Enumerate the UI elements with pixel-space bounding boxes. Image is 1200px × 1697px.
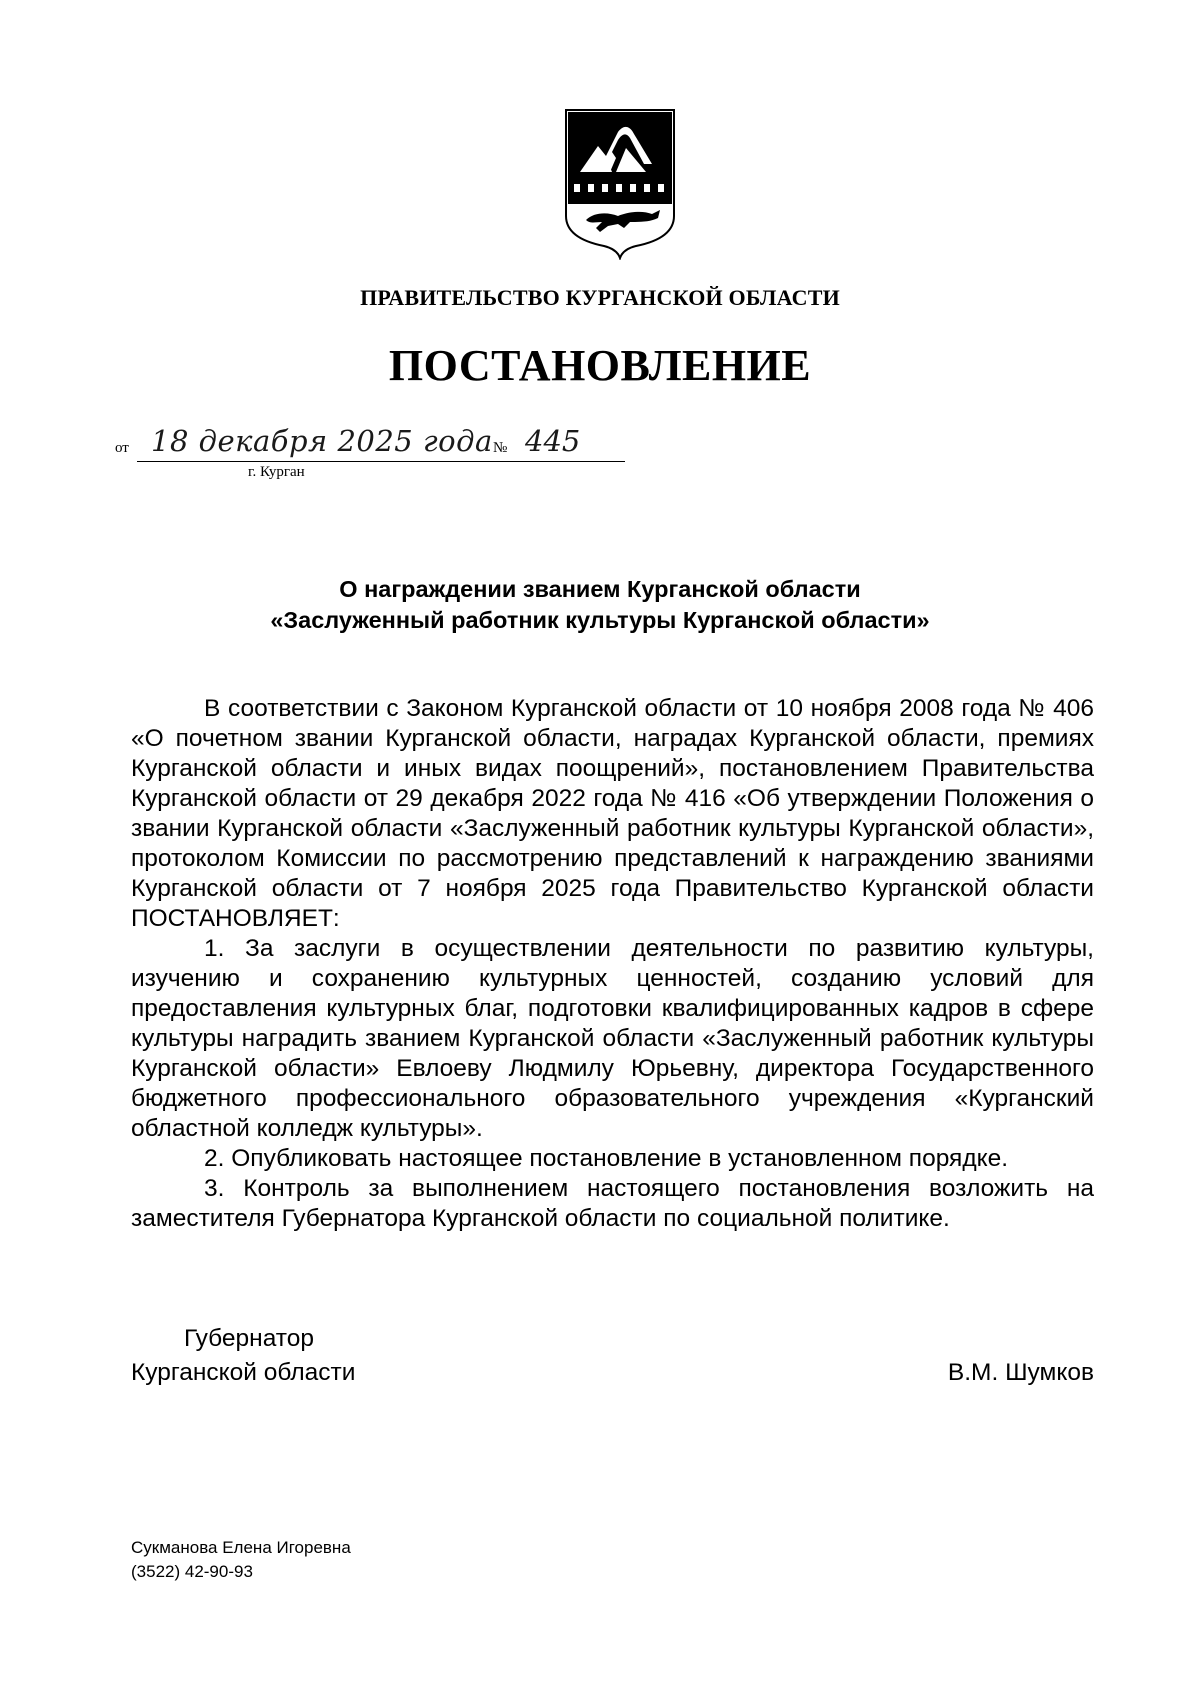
document-title xyxy=(0,574,1200,636)
executor-block xyxy=(131,1536,351,1584)
signatory-position-line-1: Губернатор xyxy=(184,1325,314,1352)
handwritten-number: 445 xyxy=(525,424,581,458)
handwritten-date: 18 декабря 2025 года xyxy=(151,424,493,458)
signatory-name: В.М. Шумков xyxy=(947,1359,1094,1386)
item-1-paragraph: 1. За заслуги в осуществлении деятельности по развитию культуры, изучению и сохранению культурных ценностей, созданию условий для предоставления культурных благ, подготовки квалифицированных кадров в сфере культуры наградить званием Курганской области «Заслуженный работник культуры Курганской области» Евлоеву Людмилу Юрьевну, директора Государственного бюджетного профессионального образовательного учреждения «Курганский областной колледж культуры». xyxy=(131,935,1094,1142)
city-label: г. Курган xyxy=(248,464,305,480)
item-3-paragraph: 3. Контроль за выполнением настоящего постановления возложить на заместителя Губернатора Курганской области по социальной политике. xyxy=(131,1175,1094,1232)
title-line-1: О награждении званием Курганской области xyxy=(339,576,861,602)
document-type-heading: ПОСТАНОВЛЕНИЕ xyxy=(388,341,812,390)
signatory-position xyxy=(131,1322,355,1390)
signatory-position-line-2: Курганской области xyxy=(131,1359,356,1386)
date-number-line xyxy=(115,424,635,484)
number-underline xyxy=(513,461,625,462)
number-prefix: № xyxy=(493,440,508,456)
executor-name: Сукманова Елена Игоревна xyxy=(131,1538,351,1557)
item-2-paragraph: 2. Опубликовать настоящее постановление в установленном порядке. xyxy=(204,1145,1009,1172)
document-body xyxy=(131,694,1094,1234)
government-name: ПРАВИТЕЛЬСТВО КУРГАНСКОЙ ОБЛАСТИ xyxy=(360,285,840,310)
title-line-2: «Заслуженный работник культуры Курганской области» xyxy=(270,607,930,633)
coat-of-arms-emblem xyxy=(560,108,680,260)
executor-phone: (3522) 42-90-93 xyxy=(131,1562,253,1581)
preamble-paragraph: В соответствии с Законом Курганской области от 10 ноября 2008 года № 406 «О почетном звании Курганской области, наградах Курганской области, премиях Курганской области и иных видах поощрений», постановлением Правительства Курганской области от 29 декабря 2022 года № 416 «Об утверждении Положения о звании Курганской области «Заслуженный работник культуры Курганской области», протоколом Комиссии по рассмотрению представлений к награждению званиями Курганской области от 7 ноября 2025 года Правительство Курганской области ПОСТАНОВЛЯЕТ: xyxy=(131,695,1094,932)
date-prefix: от xyxy=(115,440,129,456)
